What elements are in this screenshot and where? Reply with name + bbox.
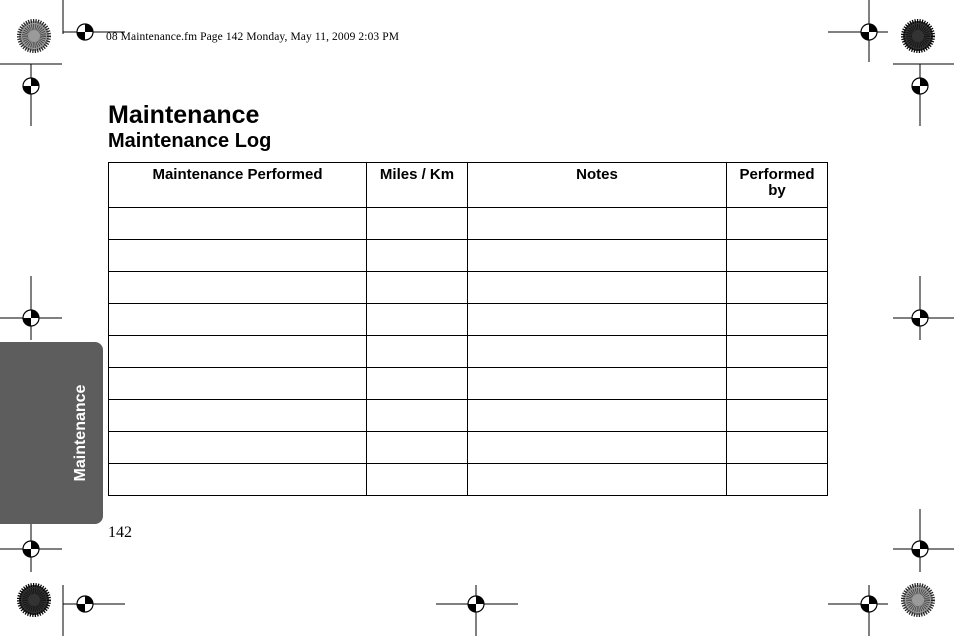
page-title: Maintenance: [108, 101, 260, 129]
table-row: [109, 304, 828, 336]
table-cell: [727, 304, 828, 336]
chapter-side-tab-label: Maintenance: [72, 384, 89, 482]
table-row: [109, 464, 828, 496]
table-cell: [468, 400, 727, 432]
table-cell: [727, 432, 828, 464]
table-cell: [468, 208, 727, 240]
table-cell: [109, 240, 367, 272]
table-header-row: [109, 163, 828, 208]
table-cell: [109, 464, 367, 496]
table-cell: [367, 400, 468, 432]
table-cell: [468, 464, 727, 496]
table-cell: [109, 208, 367, 240]
table-cell: [367, 272, 468, 304]
table-row: [109, 272, 828, 304]
table-row: [109, 368, 828, 400]
table-cell: [367, 432, 468, 464]
table-cell: [727, 464, 828, 496]
table-cell: [468, 304, 727, 336]
table-row: [109, 400, 828, 432]
table-row: [109, 336, 828, 368]
table-cell: [367, 464, 468, 496]
maintenance-log-table: [108, 162, 828, 496]
table-cell: [727, 368, 828, 400]
table-cell: [468, 432, 727, 464]
table-cell: [468, 336, 727, 368]
table-cell: [468, 368, 727, 400]
table-cell: [727, 400, 828, 432]
table-cell: [367, 368, 468, 400]
column-header-performed-by: Performed by: [727, 163, 828, 208]
print-file-info: 08 Maintenance.fm Page 142 Monday, May 11, 2009 2:03 PM: [106, 31, 400, 43]
table-cell: [468, 272, 727, 304]
table-row: [109, 208, 828, 240]
column-header-miles-km: Miles / Km: [367, 163, 468, 208]
table-cell: [109, 368, 367, 400]
table-cell: [367, 240, 468, 272]
table-row: [109, 432, 828, 464]
table-cell: [109, 304, 367, 336]
table-cell: [727, 240, 828, 272]
table-cell: [727, 272, 828, 304]
table-row: [109, 240, 828, 272]
table-cell: [109, 336, 367, 368]
table-cell: [367, 304, 468, 336]
table-cell: [727, 208, 828, 240]
section-title: Maintenance Log: [108, 130, 272, 152]
table-cell: [367, 208, 468, 240]
table-cell: [727, 336, 828, 368]
column-header-maintenance-performed: Maintenance Performed: [109, 163, 367, 208]
table-cell: [367, 336, 468, 368]
table-cell: [109, 272, 367, 304]
column-header-notes: Notes: [468, 163, 727, 208]
table-cell: [109, 400, 367, 432]
table-cell: [468, 240, 727, 272]
table-cell: [109, 432, 367, 464]
page-number: 142: [108, 524, 132, 541]
